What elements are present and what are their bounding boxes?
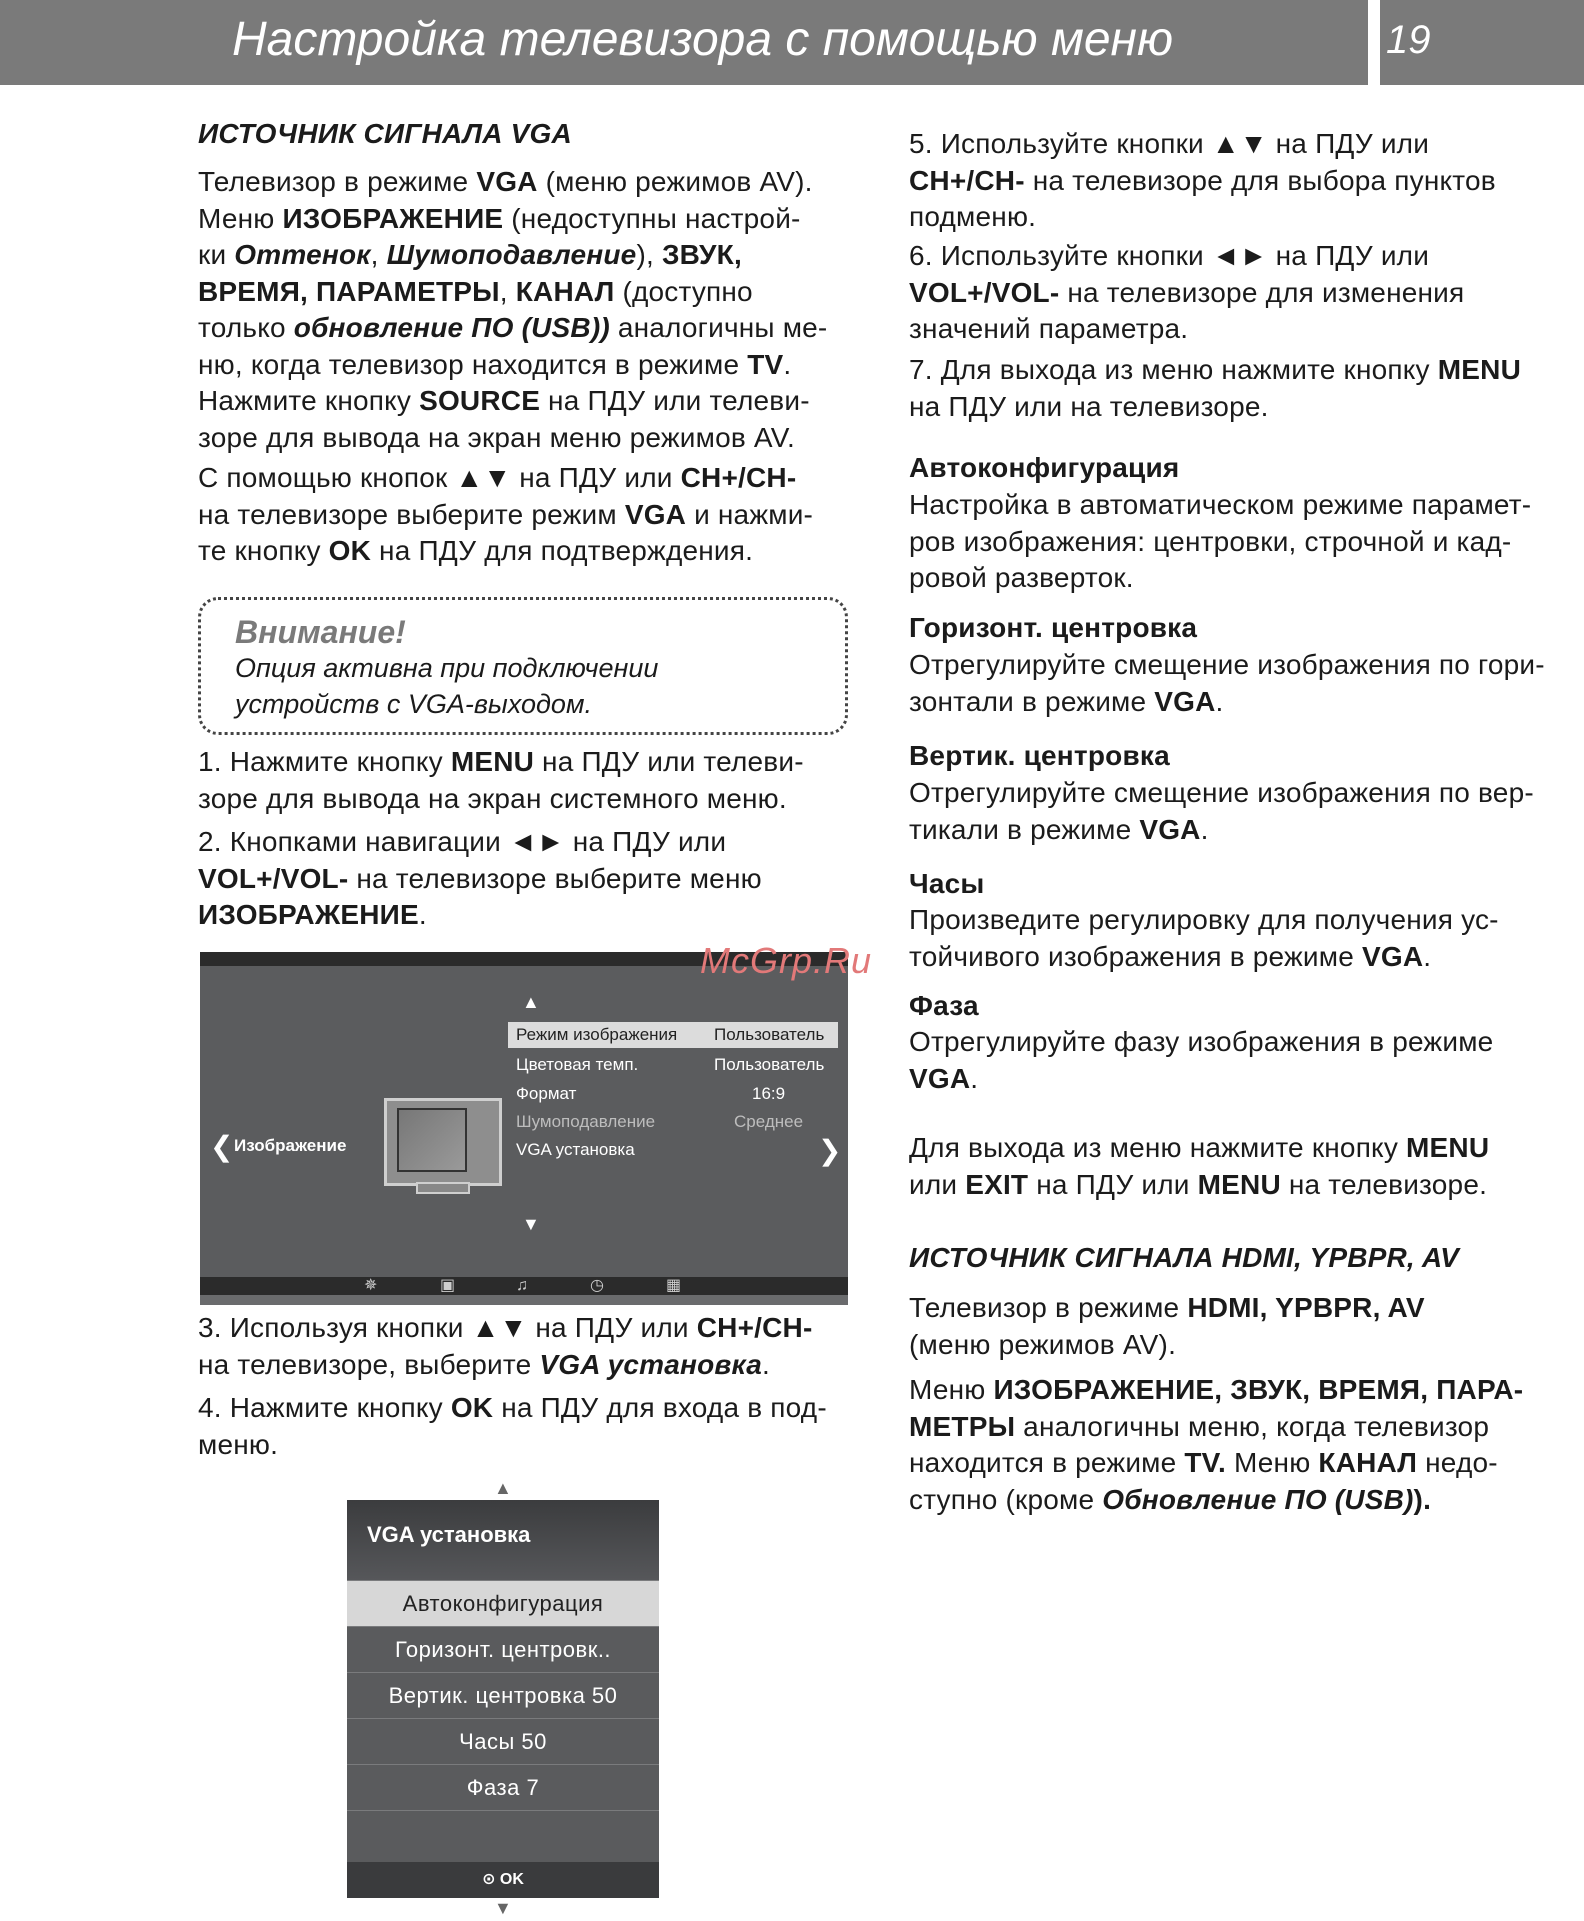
vga-menu-item: Часы 50 (347, 1718, 659, 1764)
text-line: на телевизоре выберите режим VGA и нажми- (198, 498, 814, 530)
up-arrow-icon: ▲ (522, 992, 540, 1012)
tv-set-icon (384, 1098, 502, 1186)
note-body (235, 650, 835, 722)
text-line: тойчивого изображения в режиме VGA. (909, 940, 1432, 972)
text-line: ВРЕМЯ, ПАРАМЕТРЫ, КАНАЛ (доступно (198, 275, 753, 307)
text-line: Нажмите кнопку SOURCE на ПДУ или телеви- (198, 385, 810, 416)
phase-body (909, 1024, 1493, 1097)
text-line: зоре для вывода на экран системного меню. (198, 782, 787, 814)
section-title-vga: ИСТОЧНИК СИГНАЛА VGA (198, 118, 572, 149)
vga-select-paragraph (198, 460, 813, 570)
step-3 (198, 1310, 813, 1383)
text-line: VOL+/VOL- на телевизоре выберите меню (198, 862, 762, 894)
tv-menu-row-label: VGA установка (516, 1140, 635, 1159)
text-line: ровой разверток. (909, 562, 1134, 593)
text-line: на ПДУ или на телевизоре. (909, 390, 1269, 422)
text-line: находится в режиме TV. Меню КАНАЛ недо- (909, 1447, 1498, 1478)
step-4 (198, 1390, 827, 1463)
text-line: Настройка в автоматическом режиме парамет- (909, 489, 1532, 520)
text-line: Меню ИЗОБРАЖЕНИЕ (недоступны настрой- (198, 202, 801, 234)
text-line: (меню режимов AV). (909, 1328, 1177, 1360)
chevron-right-icon: ❯ (818, 1135, 842, 1166)
text-line: 3. Используя кнопки ▲▼ на ПДУ или CH+/CH- (198, 1312, 813, 1343)
vga-setup-menu-screenshot (347, 1500, 659, 1898)
text-line: 6. Используйте кнопки ◄► на ПДУ или (909, 240, 1430, 271)
hdmi-menu-paragraph (909, 1372, 1523, 1518)
text-line: Отрегулируйте смещение изображения по гори- (909, 649, 1545, 680)
note-line: Опция активна при подключении (235, 653, 659, 683)
text-line: Отрегулируйте смещение изображения по вер- (909, 777, 1534, 808)
text-line: зонтали в режиме VGA. (909, 685, 1224, 717)
text-line: Телевизор в режиме HDMI, YPBPR, AV (909, 1292, 1425, 1323)
text-line: тикали в режиме VGA. (909, 813, 1209, 845)
clock-title: Часы (909, 868, 985, 899)
vga-menu-item: Вертик. центровка 50 (347, 1672, 659, 1718)
auto-config-title: Автоконфигурация (909, 452, 1180, 483)
text-line: те кнопку OK на ПДУ для подтверждения. (198, 535, 754, 566)
text-line: 2. Кнопками навигации ◄► на ПДУ или (198, 826, 727, 857)
text-line: ров изображения: центровки, строчной и кад- (909, 525, 1512, 557)
text-line: Меню ИЗОБРАЖЕНИЕ, ЗВУК, ВРЕМЯ, ПАРА- (909, 1374, 1524, 1405)
section-title-hdmi: ИСТОЧНИК СИГНАЛА HDMI, YPBPR, AV (909, 1242, 1460, 1273)
exit-instructions (909, 1130, 1489, 1203)
text-line: только обновление ПО (USB)) аналогичны ме- (198, 312, 828, 343)
vga-menu-item-empty (347, 1810, 659, 1856)
text-line: С помощью кнопок ▲▼ на ПДУ или CH+/CH- (198, 462, 797, 493)
hpos-body (909, 647, 1545, 720)
text-line: VGA. (909, 1062, 979, 1094)
text-line: 1. Нажмите кнопку MENU на ПДУ или телеви- (198, 746, 804, 777)
text-line: 5. Используйте кнопки ▲▼ на ПДУ или (909, 128, 1430, 159)
picture-icon: ▣ (440, 1277, 456, 1294)
note-title: Внимание! (235, 614, 406, 650)
clock-icon: ◷ (590, 1277, 604, 1294)
step-7 (909, 352, 1521, 425)
note-line: устройств с VGA-выходом. (235, 689, 592, 719)
vga-menu-title: VGA установка (367, 1522, 531, 1547)
page-number: 19 (1386, 18, 1431, 62)
step-5 (909, 126, 1496, 236)
vga-intro-paragraph (198, 164, 827, 456)
tv-menu-row-label: Формат (516, 1084, 577, 1103)
grid-icon: ▦ (666, 1277, 682, 1294)
text-line: МЕТРЫ аналогичны меню, когда телевизор (909, 1410, 1490, 1442)
auto-config-body (909, 487, 1531, 597)
text-line: на телевизоре, выберите VGA установка. (198, 1348, 771, 1380)
down-arrow-icon: ▼ (494, 1898, 512, 1918)
step-2 (198, 824, 762, 934)
text-line: VOL+/VOL- на телевизоре для изменения (909, 276, 1465, 308)
attention-note (198, 597, 848, 735)
phase-title: Фаза (909, 990, 979, 1021)
watermark: McGrp.Ru (700, 940, 873, 981)
vga-menu-item: Фаза 7 (347, 1764, 659, 1810)
text-line: подменю. (909, 201, 1037, 232)
text-line: меню. (198, 1428, 279, 1460)
step-6 (909, 238, 1464, 348)
music-icon: ♫ (516, 1277, 528, 1294)
chevron-left-icon: ❮ (210, 1131, 234, 1162)
down-arrow-icon: ▼ (522, 1214, 540, 1234)
text-line: Произведите регулировку для получения ус- (909, 904, 1499, 935)
text-line: Отрегулируйте фазу изображения в режиме (909, 1026, 1494, 1057)
text-line: ступно (кроме Обновление ПО (USB)). (909, 1483, 1432, 1515)
text-line: 7. Для выхода из меню нажмите кнопку MENU (909, 354, 1521, 385)
step-1 (198, 744, 804, 817)
text-line: Для выхода из меню нажмите кнопку MENU (909, 1132, 1490, 1163)
tv-picture-menu-screenshot (200, 952, 848, 1305)
text-line: ню, когда телевизор находится в режиме TV. (198, 348, 792, 380)
vpos-body (909, 775, 1534, 848)
clock-body (909, 902, 1499, 975)
tv-menu-row-selected: Режим изображения Пользователь (508, 1022, 838, 1048)
text-line: зоре для вывода на экран меню режимов AV. (198, 421, 796, 453)
text-line: 4. Нажмите кнопку OK на ПДУ для входа в под- (198, 1392, 827, 1423)
text-line: или EXIT на ПДУ или MENU на телевизоре. (909, 1168, 1488, 1200)
vpos-title: Вертик. центровка (909, 740, 1170, 771)
tv-menu-row-label: Цветовая темп. (516, 1055, 639, 1074)
tv-menu-row-label: Шумоподавление (516, 1112, 656, 1131)
hpos-title: Горизонт. центровка (909, 612, 1198, 643)
tv-menu-category: Изображение (234, 1136, 347, 1155)
tv-menu-row-value: Пользователь (714, 1055, 825, 1074)
hdmi-intro-paragraph (909, 1290, 1425, 1363)
page-number-box (1380, 0, 1584, 85)
settings-icon: ✵ (364, 1277, 378, 1294)
text-line: Телевизор в режиме VGA (меню режимов AV). (198, 166, 813, 197)
text-line: ИЗОБРАЖЕНИЕ. (198, 899, 427, 930)
page-title: Настройка телевизора с помощью меню (232, 13, 1174, 66)
text-line: значений параметра. (909, 313, 1189, 344)
tv-menu-row-value: 16:9 (752, 1084, 786, 1103)
vga-menu-ok-hint: ⊙ OK (347, 1862, 659, 1898)
header-bar (0, 0, 1368, 85)
text-line: ки Оттенок, Шумоподавление), ЗВУК, (198, 239, 742, 270)
text-line: CH+/CH- на телевизоре для выбора пунктов (909, 164, 1496, 196)
up-arrow-icon: ▲ (494, 1478, 512, 1498)
vga-menu-item: Горизонт. центровк.. (347, 1626, 659, 1672)
tv-menu-row-value: Среднее (734, 1112, 804, 1131)
vga-menu-item-selected: Автоконфигурация (347, 1580, 659, 1626)
